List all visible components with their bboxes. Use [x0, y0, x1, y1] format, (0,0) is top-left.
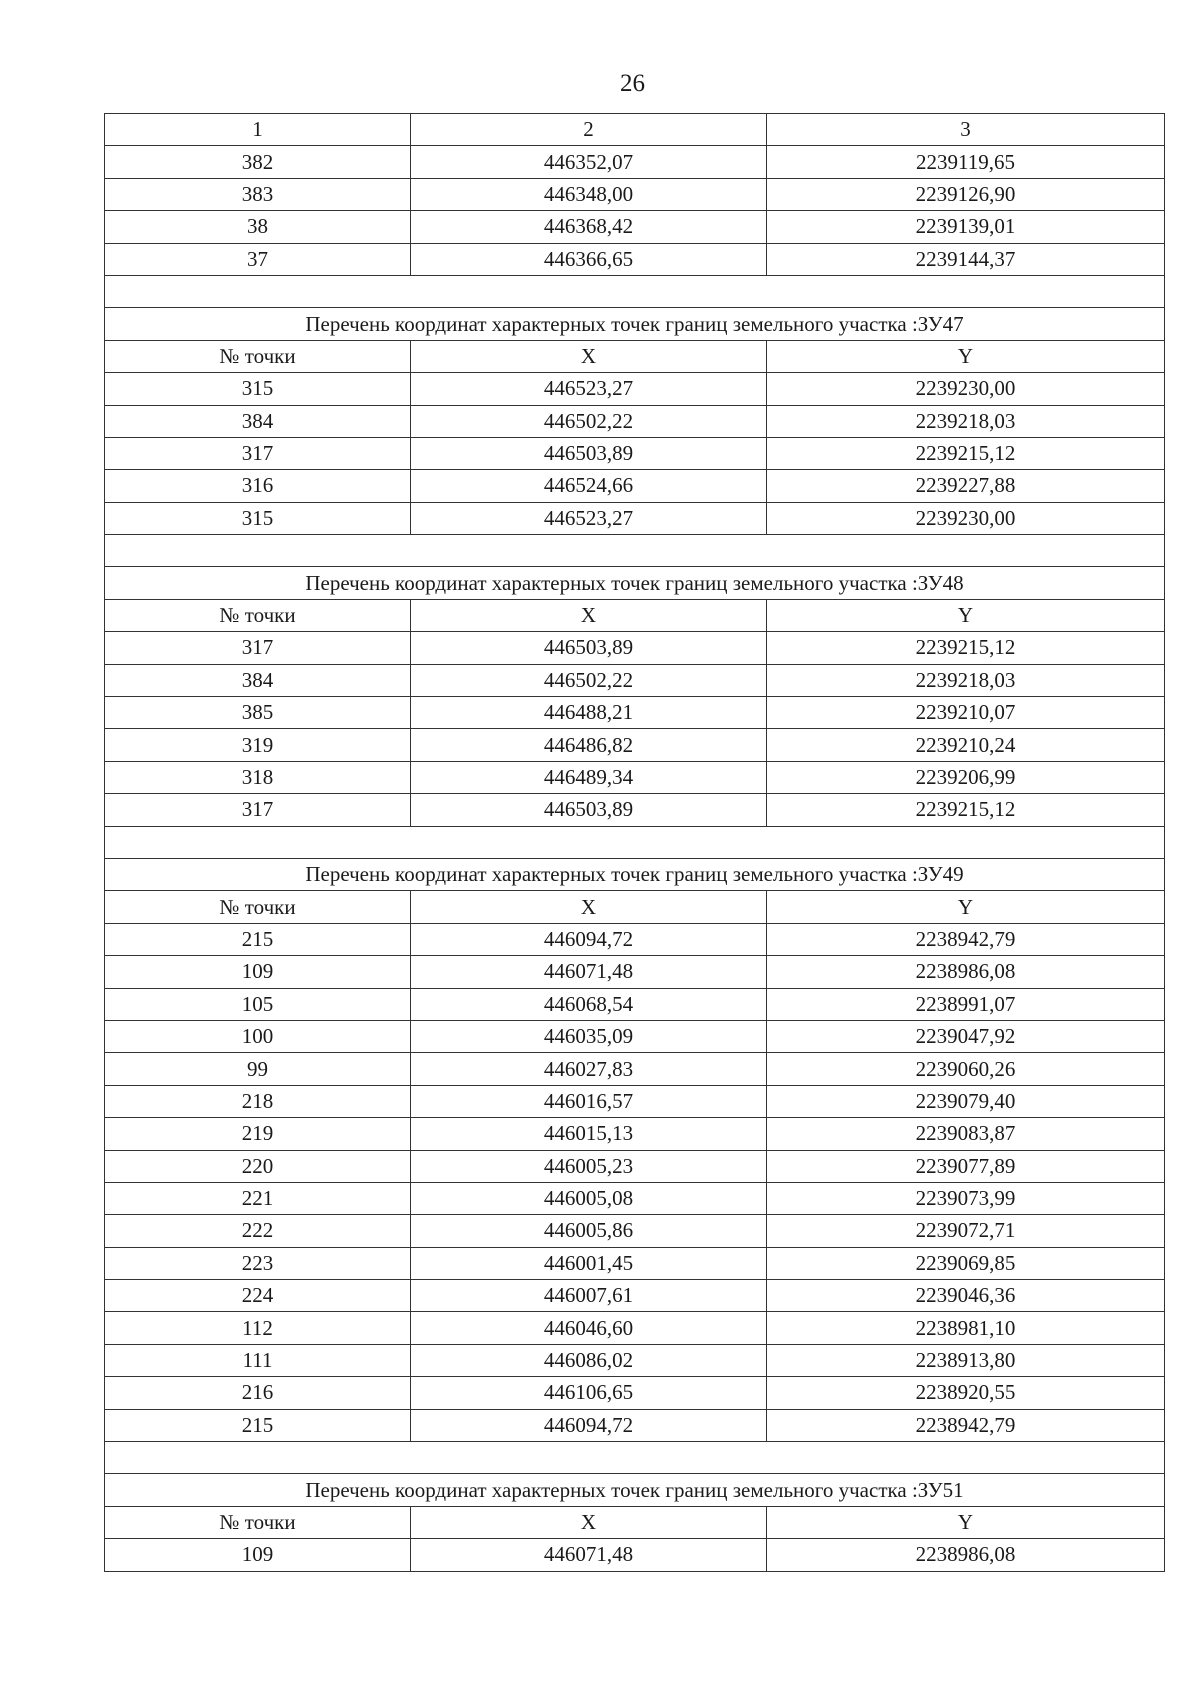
table-row — [105, 470, 1165, 502]
point-number-cell: 224 — [105, 1280, 411, 1312]
column-header: № точки — [105, 891, 411, 923]
table-row — [105, 664, 1165, 696]
table-row — [105, 1539, 1165, 1571]
point-number-cell: 99 — [105, 1053, 411, 1085]
x-coordinate-cell: 446005,23 — [411, 1150, 767, 1182]
point-number-cell: 222 — [105, 1215, 411, 1247]
x-coordinate-cell: 446502,22 — [411, 664, 767, 696]
point-number-cell: 317 — [105, 437, 411, 469]
x-coordinate-cell: 446071,48 — [411, 956, 767, 988]
point-number-cell: 215 — [105, 923, 411, 955]
x-coordinate-cell: 446488,21 — [411, 697, 767, 729]
x-coordinate-cell: 446486,82 — [411, 729, 767, 761]
column-number-cell: 1 — [105, 114, 411, 146]
point-number-cell: 385 — [105, 697, 411, 729]
point-number-cell: 37 — [105, 243, 411, 275]
table-row — [105, 632, 1165, 664]
column-header: X — [411, 1506, 767, 1538]
point-number-cell: 216 — [105, 1377, 411, 1409]
table-row — [105, 1344, 1165, 1376]
column-header: X — [411, 340, 767, 372]
y-coordinate-cell: 2238942,79 — [767, 1409, 1165, 1441]
x-coordinate-cell: 446007,61 — [411, 1280, 767, 1312]
x-coordinate-cell: 446005,08 — [411, 1182, 767, 1214]
section-title-row — [105, 858, 1165, 890]
y-coordinate-cell: 2239215,12 — [767, 632, 1165, 664]
column-header: Y — [767, 1506, 1165, 1538]
table-row — [105, 956, 1165, 988]
x-coordinate-cell: 446106,65 — [411, 1377, 767, 1409]
y-coordinate-cell: 2239144,37 — [767, 243, 1165, 275]
y-coordinate-cell: 2239046,36 — [767, 1280, 1165, 1312]
y-coordinate-cell: 2239210,07 — [767, 697, 1165, 729]
column-header-row — [105, 1506, 1165, 1538]
y-coordinate-cell: 2239072,71 — [767, 1215, 1165, 1247]
column-header-row — [105, 891, 1165, 923]
column-header: X — [411, 599, 767, 631]
table-row — [105, 988, 1165, 1020]
section-title-row — [105, 1474, 1165, 1506]
table-row — [105, 1182, 1165, 1214]
x-coordinate-cell: 446016,57 — [411, 1085, 767, 1117]
table-row — [105, 437, 1165, 469]
x-coordinate-cell: 446523,27 — [411, 373, 767, 405]
table-row — [105, 1020, 1165, 1052]
column-header: № точки — [105, 599, 411, 631]
table-row — [105, 146, 1165, 178]
column-header: X — [411, 891, 767, 923]
point-number-cell: 223 — [105, 1247, 411, 1279]
spacer-row — [105, 1442, 1165, 1474]
y-coordinate-cell: 2239139,01 — [767, 211, 1165, 243]
y-coordinate-cell: 2238981,10 — [767, 1312, 1165, 1344]
point-number-cell: 218 — [105, 1085, 411, 1117]
table-row — [105, 373, 1165, 405]
point-number-cell: 315 — [105, 373, 411, 405]
y-coordinate-cell: 2239206,99 — [767, 761, 1165, 793]
section-title: Перечень координат характерных точек границ земельного участка :ЗУ48 — [105, 567, 1165, 599]
table-row — [105, 405, 1165, 437]
x-coordinate-cell: 446046,60 — [411, 1312, 767, 1344]
table-row — [105, 1377, 1165, 1409]
section-title: Перечень координат характерных точек границ земельного участка :ЗУ49 — [105, 858, 1165, 890]
y-coordinate-cell: 2239119,65 — [767, 146, 1165, 178]
y-coordinate-cell: 2238991,07 — [767, 988, 1165, 1020]
x-coordinate-cell: 446068,54 — [411, 988, 767, 1020]
point-number-cell: 382 — [105, 146, 411, 178]
column-header: № точки — [105, 340, 411, 372]
table-row — [105, 1150, 1165, 1182]
y-coordinate-cell: 2239215,12 — [767, 794, 1165, 826]
x-coordinate-cell: 446348,00 — [411, 178, 767, 210]
x-coordinate-cell: 446502,22 — [411, 405, 767, 437]
x-coordinate-cell: 446523,27 — [411, 502, 767, 534]
x-coordinate-cell: 446503,89 — [411, 437, 767, 469]
table-row — [105, 211, 1165, 243]
x-coordinate-cell: 446368,42 — [411, 211, 767, 243]
table-row — [105, 1085, 1165, 1117]
table-row — [105, 761, 1165, 793]
y-coordinate-cell: 2239060,26 — [767, 1053, 1165, 1085]
y-coordinate-cell: 2239083,87 — [767, 1118, 1165, 1150]
column-number-cell: 3 — [767, 114, 1165, 146]
column-number-row — [105, 114, 1165, 146]
point-number-cell: 100 — [105, 1020, 411, 1052]
y-coordinate-cell: 2239073,99 — [767, 1182, 1165, 1214]
y-coordinate-cell: 2239047,92 — [767, 1020, 1165, 1052]
point-number-cell: 112 — [105, 1312, 411, 1344]
y-coordinate-cell: 2239215,12 — [767, 437, 1165, 469]
y-coordinate-cell: 2238986,08 — [767, 956, 1165, 988]
x-coordinate-cell: 446035,09 — [411, 1020, 767, 1052]
table-row — [105, 1247, 1165, 1279]
point-number-cell: 105 — [105, 988, 411, 1020]
table-row — [105, 1053, 1165, 1085]
point-number-cell: 384 — [105, 664, 411, 696]
column-header-row — [105, 599, 1165, 631]
y-coordinate-cell: 2238913,80 — [767, 1344, 1165, 1376]
spacer-row — [105, 275, 1165, 307]
y-coordinate-cell: 2239069,85 — [767, 1247, 1165, 1279]
point-number-cell: 318 — [105, 761, 411, 793]
x-coordinate-cell: 446027,83 — [411, 1053, 767, 1085]
y-coordinate-cell: 2239227,88 — [767, 470, 1165, 502]
column-header: Y — [767, 599, 1165, 631]
x-coordinate-cell: 446001,45 — [411, 1247, 767, 1279]
x-coordinate-cell: 446366,65 — [411, 243, 767, 275]
y-coordinate-cell: 2239126,90 — [767, 178, 1165, 210]
column-header: Y — [767, 340, 1165, 372]
y-coordinate-cell: 2238986,08 — [767, 1539, 1165, 1571]
table-row — [105, 923, 1165, 955]
y-coordinate-cell: 2239077,89 — [767, 1150, 1165, 1182]
point-number-cell: 384 — [105, 405, 411, 437]
table-row — [105, 697, 1165, 729]
x-coordinate-cell: 446524,66 — [411, 470, 767, 502]
empty-cell — [105, 826, 1165, 858]
x-coordinate-cell: 446086,02 — [411, 1344, 767, 1376]
point-number-cell: 109 — [105, 956, 411, 988]
point-number-cell: 316 — [105, 470, 411, 502]
table-row — [105, 502, 1165, 534]
point-number-cell: 111 — [105, 1344, 411, 1376]
table-row — [105, 178, 1165, 210]
column-number-cell: 2 — [411, 114, 767, 146]
table-row — [105, 1118, 1165, 1150]
x-coordinate-cell: 446503,89 — [411, 794, 767, 826]
point-number-cell: 317 — [105, 794, 411, 826]
column-header-row — [105, 340, 1165, 372]
coordinates-table — [104, 113, 1165, 1572]
table-row — [105, 243, 1165, 275]
x-coordinate-cell: 446489,34 — [411, 761, 767, 793]
y-coordinate-cell: 2238942,79 — [767, 923, 1165, 955]
table-row — [105, 1312, 1165, 1344]
y-coordinate-cell: 2239210,24 — [767, 729, 1165, 761]
x-coordinate-cell: 446005,86 — [411, 1215, 767, 1247]
spacer-row — [105, 535, 1165, 567]
page-number: 26 — [620, 70, 645, 97]
column-header: № точки — [105, 1506, 411, 1538]
y-coordinate-cell: 2238920,55 — [767, 1377, 1165, 1409]
point-number-cell: 215 — [105, 1409, 411, 1441]
table-row — [105, 794, 1165, 826]
y-coordinate-cell: 2239218,03 — [767, 405, 1165, 437]
empty-cell — [105, 535, 1165, 567]
point-number-cell: 38 — [105, 211, 411, 243]
x-coordinate-cell: 446015,13 — [411, 1118, 767, 1150]
section-title-row — [105, 308, 1165, 340]
x-coordinate-cell: 446352,07 — [411, 146, 767, 178]
x-coordinate-cell: 446094,72 — [411, 923, 767, 955]
empty-cell — [105, 275, 1165, 307]
column-header: Y — [767, 891, 1165, 923]
table-row — [105, 1215, 1165, 1247]
point-number-cell: 383 — [105, 178, 411, 210]
table-row — [105, 1280, 1165, 1312]
table-row — [105, 1409, 1165, 1441]
spacer-row — [105, 826, 1165, 858]
coordinates-table-body — [105, 114, 1165, 1572]
point-number-cell: 219 — [105, 1118, 411, 1150]
table-row — [105, 729, 1165, 761]
x-coordinate-cell: 446503,89 — [411, 632, 767, 664]
point-number-cell: 221 — [105, 1182, 411, 1214]
y-coordinate-cell: 2239079,40 — [767, 1085, 1165, 1117]
y-coordinate-cell: 2239230,00 — [767, 502, 1165, 534]
section-title: Перечень координат характерных точек границ земельного участка :ЗУ47 — [105, 308, 1165, 340]
section-title: Перечень координат характерных точек границ земельного участка :ЗУ51 — [105, 1474, 1165, 1506]
point-number-cell: 109 — [105, 1539, 411, 1571]
point-number-cell: 319 — [105, 729, 411, 761]
y-coordinate-cell: 2239218,03 — [767, 664, 1165, 696]
x-coordinate-cell: 446071,48 — [411, 1539, 767, 1571]
point-number-cell: 315 — [105, 502, 411, 534]
point-number-cell: 220 — [105, 1150, 411, 1182]
section-title-row — [105, 567, 1165, 599]
y-coordinate-cell: 2239230,00 — [767, 373, 1165, 405]
point-number-cell: 317 — [105, 632, 411, 664]
x-coordinate-cell: 446094,72 — [411, 1409, 767, 1441]
empty-cell — [105, 1442, 1165, 1474]
